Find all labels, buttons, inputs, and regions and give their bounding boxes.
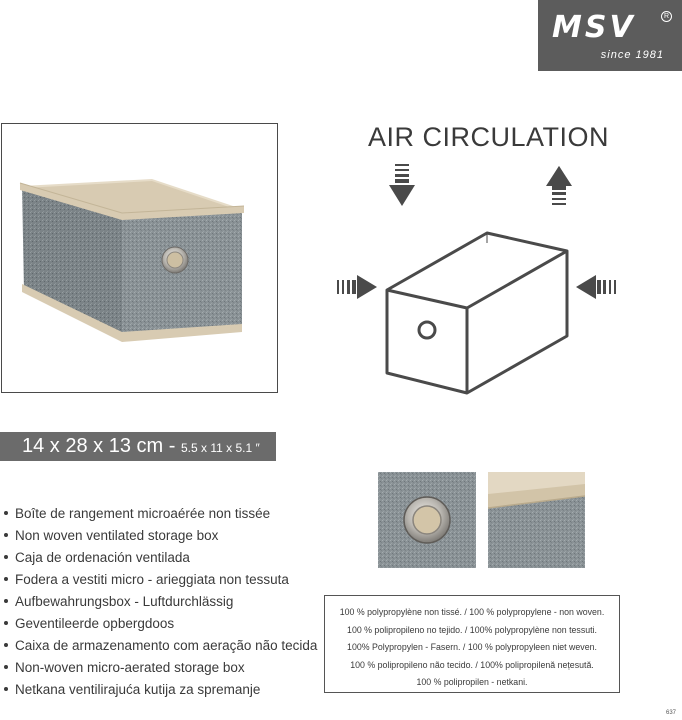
- material-line: 100 % polypropylène non tissé. / 100 % polypropylene - non woven.: [339, 607, 605, 617]
- trim-detail-photo: [488, 472, 585, 568]
- list-item: [0, 678, 317, 700]
- feature-text: Aufbewahrungsbox - Luftdurchlässig: [15, 593, 234, 609]
- brand-logo: [538, 0, 682, 71]
- list-item: [0, 546, 317, 568]
- dimensions-inches: 5.5 x 11 x 5.1 ″: [180, 441, 260, 455]
- material-line: 100 % polipropileno no tejido. / 100% polypropylène non tessuti.: [347, 624, 597, 635]
- page-number: 637: [665, 710, 676, 716]
- air-circulation-diagram: [330, 158, 630, 408]
- bullet-icon: [4, 665, 8, 669]
- air-in-down-arrow-icon: [389, 164, 415, 206]
- material-line: 100 % polipropilen - netkani.: [416, 677, 528, 687]
- box-outline-drawing: [387, 233, 567, 393]
- feature-text: Caja de ordenación ventilada: [15, 549, 190, 565]
- product-photo-frame: [1, 123, 278, 393]
- air-out-up-arrow-icon: [546, 166, 572, 205]
- air-in-right-arrow-icon: [337, 275, 377, 299]
- feature-text: Geventileerde opbergdoos: [15, 615, 175, 631]
- feature-text: Fodera a vestiti micro - arieggiata non tessuta: [15, 571, 289, 587]
- list-item: [0, 502, 317, 524]
- bullet-icon: [4, 687, 8, 691]
- feature-text: Caixa de armazenamento com aeração não tecida: [15, 637, 318, 653]
- bullet-icon: [4, 643, 8, 647]
- list-item: [0, 634, 317, 656]
- registered-mark: R: [661, 11, 672, 22]
- feature-text: Netkana ventilirajuća kutija za spremanje: [15, 681, 261, 697]
- list-item: [0, 612, 317, 634]
- list-item: [0, 590, 317, 612]
- dimensions-cm: 14 x 28 x 13 cm -: [22, 435, 181, 457]
- feature-text: Non woven ventilated storage box: [15, 527, 219, 543]
- dimensions-banner: [0, 432, 276, 461]
- list-item: [0, 656, 317, 678]
- feature-text: Boîte de rangement microaérée non tissée: [15, 505, 271, 521]
- bullet-icon: [4, 555, 8, 559]
- material-line: 100 % polipropileno não tecido. / 100% polipropilenă nețesută.: [350, 659, 594, 670]
- grommet-detail-image: [378, 472, 476, 568]
- storage-box-photo: [2, 124, 278, 393]
- air-circulation-title: AIR CIRCULATION: [368, 122, 610, 152]
- material-composition-box: [324, 595, 620, 693]
- feature-text: Non-woven micro-aerated storage box: [15, 659, 245, 675]
- bullet-icon: [4, 533, 8, 537]
- feature-list: [0, 502, 317, 700]
- material-line: 100% Polypropylen - Fasern. / 100 % polypropyleen niet weven.: [347, 642, 597, 652]
- list-item: [0, 568, 317, 590]
- brand-logo-text: MSV: [552, 10, 636, 45]
- trim-detail-image: [488, 472, 585, 568]
- air-out-left-arrow-icon: [576, 275, 616, 299]
- bullet-icon: [4, 621, 8, 625]
- list-item: [0, 524, 317, 546]
- bullet-icon: [4, 511, 8, 515]
- brand-since-text: since 1981: [600, 49, 664, 61]
- bullet-icon: [4, 577, 8, 581]
- bullet-icon: [4, 599, 8, 603]
- grommet-detail-photo: [378, 472, 476, 568]
